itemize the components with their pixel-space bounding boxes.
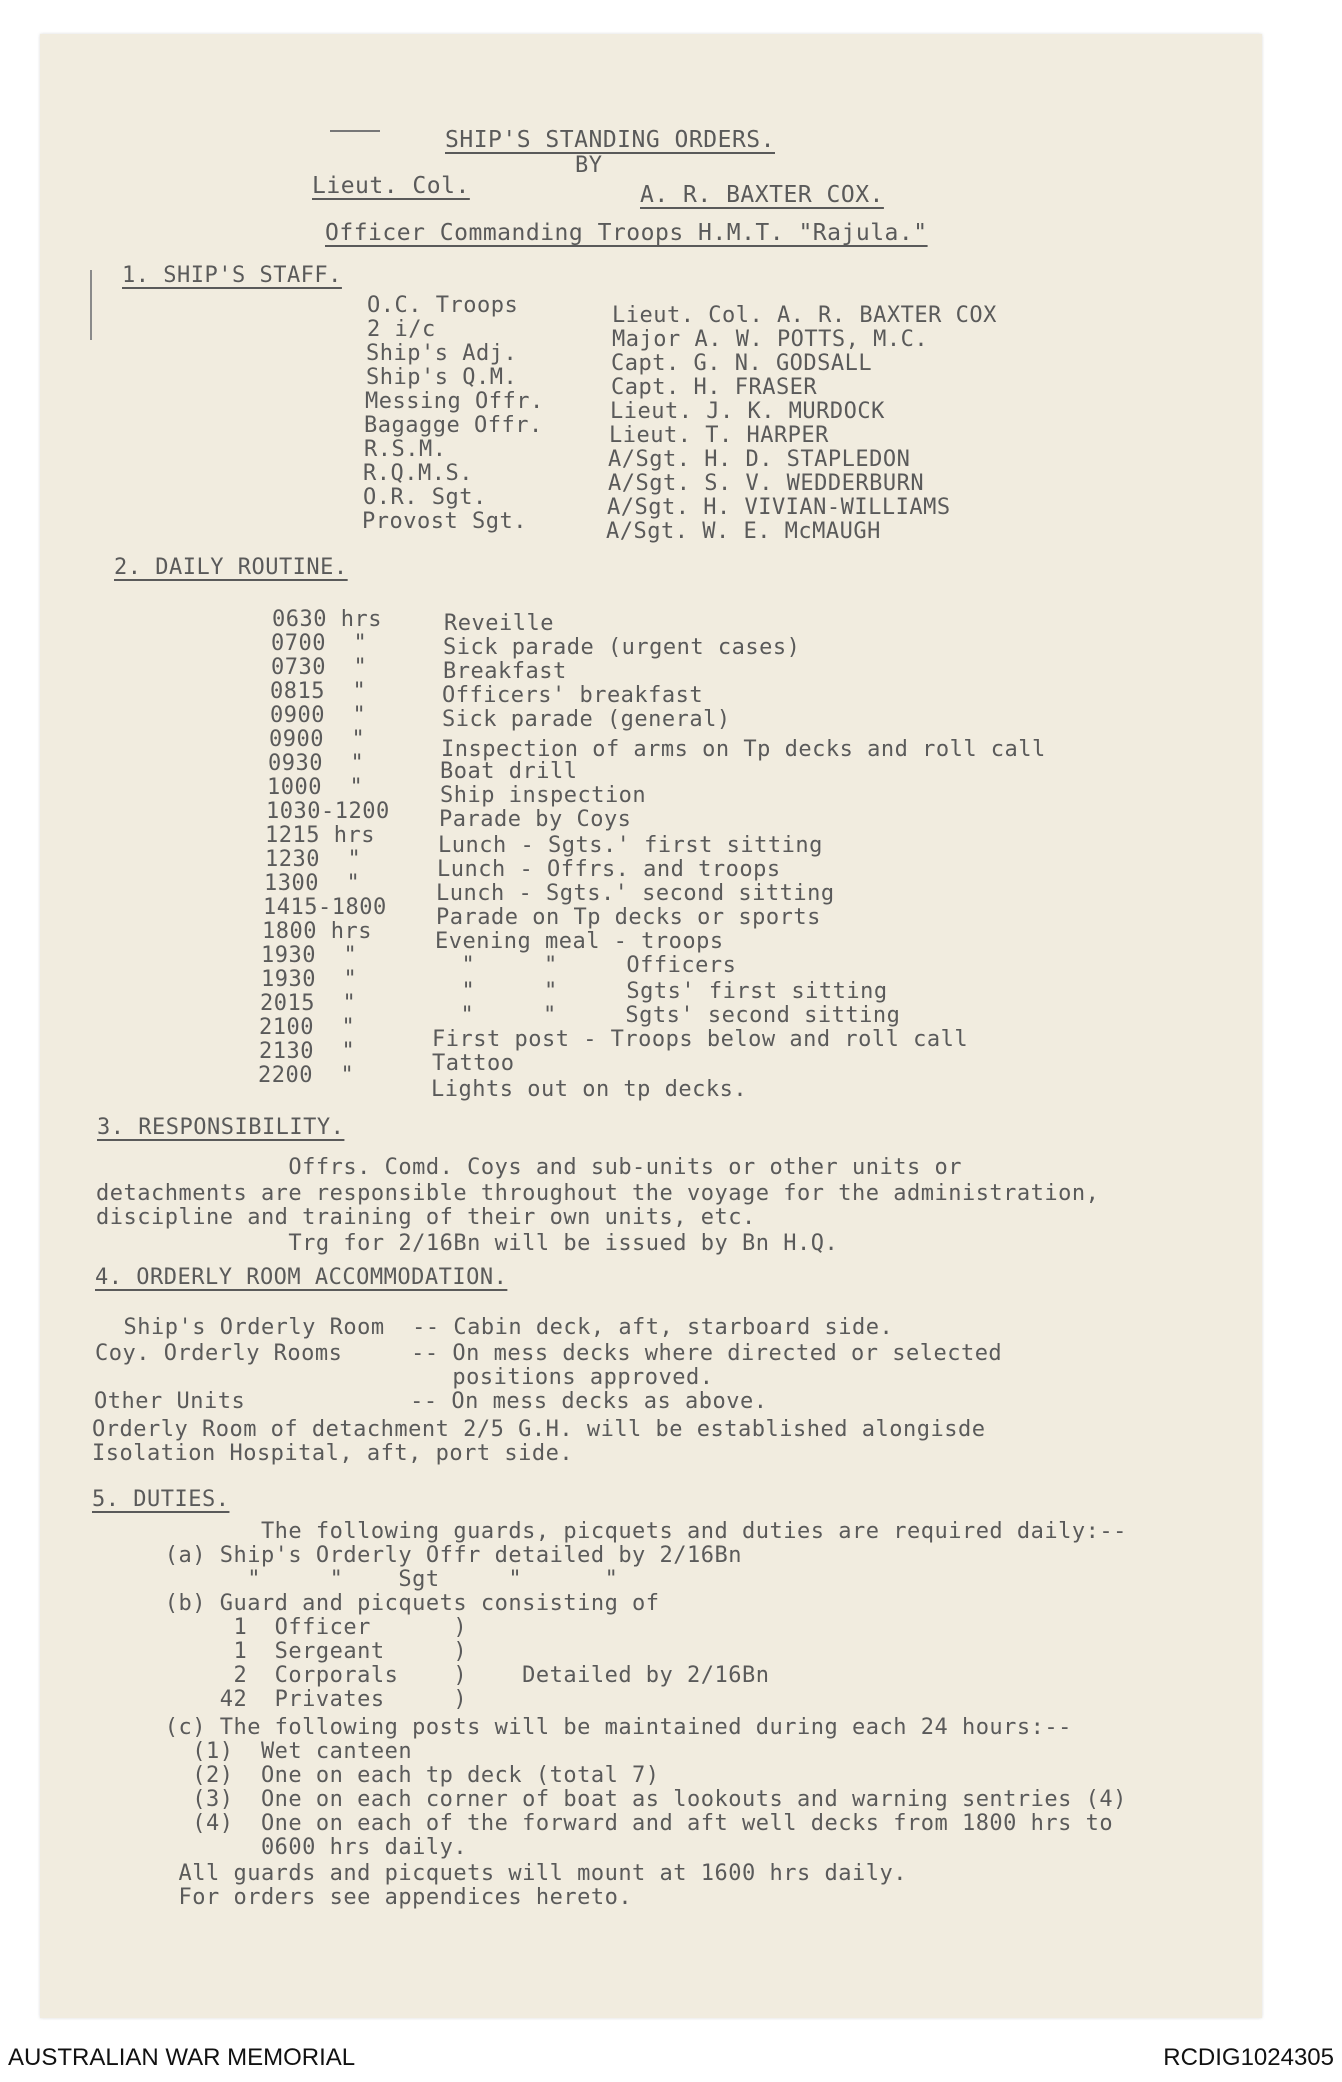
author-rank: Lieut. Col.	[312, 173, 470, 199]
text-line: positions approved.	[95, 1365, 714, 1390]
routine-time: 2015 "	[260, 991, 357, 1016]
text-line: Coy. Orderly Rooms -- On mess decks where directed or selected	[95, 1341, 1003, 1366]
routine-time: 0900 "	[270, 703, 367, 728]
text-line: (1) Wet canteen	[96, 1739, 413, 1764]
text-line: 1 Sergeant )	[96, 1639, 468, 1664]
staff-role: Provost Sgt.	[362, 509, 527, 534]
text-line: For orders see appendices hereto.	[96, 1885, 633, 1910]
routine-event: Reveille	[444, 611, 554, 636]
routine-event: " " Officers	[434, 953, 737, 978]
staff-name: A/Sgt. S. V. WEDDERBURN	[608, 471, 925, 496]
text-line: Other Units -- On mess decks as above.	[94, 1389, 768, 1414]
routine-time: 0730 "	[271, 655, 368, 680]
text-line: Ship's Orderly Room -- Cabin deck, aft, starboard side.	[96, 1315, 894, 1340]
routine-time: 0900 "	[269, 727, 366, 752]
routine-event: Boat drill	[440, 759, 578, 784]
routine-time: 2200 "	[258, 1063, 355, 1088]
routine-time: 1415-1800	[263, 895, 387, 920]
staff-role: O.C. Troops	[367, 293, 519, 318]
document-title: SHIP'S STANDING ORDERS.	[445, 127, 775, 153]
staff-role: Messing Offr.	[365, 389, 544, 414]
routine-event: Inspection of arms on Tp decks and roll call	[441, 737, 1046, 762]
routine-event: Sick parade (urgent cases)	[443, 635, 801, 660]
text-line: Orderly Room of detachment 2/5 G.H. will be established alongisde	[92, 1417, 986, 1442]
text-line: " " Sgt " "	[96, 1567, 619, 1592]
archive-reference: RCDIG1024305	[1163, 2044, 1334, 2071]
routine-event: Officers' breakfast	[442, 683, 704, 708]
staff-name: Lieut. Col. A. R. BAXTER COX	[612, 303, 997, 328]
text-line: All guards and picquets will mount at 1600 hrs daily.	[96, 1861, 907, 1886]
routine-event: " " Sgts' second sitting	[433, 1003, 901, 1028]
routine-event: Lunch - Sgts.' first sitting	[438, 833, 823, 858]
staff-role: R.S.M.	[364, 437, 447, 462]
staff-name: Lieut. T. HARPER	[609, 423, 829, 448]
routine-time: 1000 "	[267, 775, 364, 800]
routine-time: 1300 "	[264, 871, 361, 896]
staff-role: R.Q.M.S.	[363, 461, 473, 486]
author-appointment: Officer Commanding Troops H.M.T. "Rajula."	[325, 220, 928, 246]
routine-time: 1030-1200	[266, 799, 390, 824]
margin-mark	[90, 270, 92, 340]
text-line: 2 Corporals ) Detailed by 2/16Bn	[96, 1663, 770, 1688]
staff-name: A/Sgt. W. E. McMAUGH	[606, 519, 881, 544]
archive-credit: AUSTRALIAN WAR MEMORIAL	[8, 2044, 356, 2071]
routine-event: Lights out on tp decks.	[431, 1077, 748, 1102]
staff-name: Lieut. J. K. MURDOCK	[610, 399, 885, 424]
text-line: (4) One on each of the forward and aft well decks from 1800 hrs to	[96, 1811, 1114, 1836]
routine-time: 0700 "	[271, 631, 368, 656]
text-line: (3) One on each corner of boat as lookouts and warning sentries (4)	[96, 1787, 1127, 1812]
text-line: (a) Ship's Orderly Offr detailed by 2/16Bn	[96, 1543, 743, 1568]
text-line: discipline and training of their own units, etc.	[96, 1205, 756, 1230]
section-heading-daily-routine: 2. DAILY ROUTINE.	[114, 555, 348, 580]
routine-event: Breakfast	[443, 659, 567, 684]
routine-event: Lunch - Sgts.' second sitting	[436, 881, 835, 906]
text-line: 42 Privates )	[96, 1687, 468, 1712]
routine-event: Parade by Coys	[439, 807, 632, 832]
text-line: 1 Officer )	[96, 1615, 468, 1640]
text-line: 0600 hrs daily.	[96, 1835, 468, 1860]
text-line: (c) The following posts will be maintained during each 24 hours:--	[96, 1715, 1072, 1740]
routine-event: First post - Troops below and roll call	[432, 1027, 969, 1052]
staff-role: Ship's Q.M.	[366, 365, 518, 390]
text-line: The following guards, picquets and duties are required daily:--	[96, 1519, 1127, 1544]
text-line: Offrs. Comd. Coys and sub-units or other units or	[96, 1155, 962, 1180]
text-line: Isolation Hospital, aft, port side.	[92, 1441, 574, 1466]
routine-time: 2100 "	[259, 1015, 356, 1040]
routine-time: 1230 "	[265, 847, 362, 872]
text-line: (2) One on each tp deck (total 7)	[96, 1763, 660, 1788]
routine-time: 1215 hrs	[265, 823, 375, 848]
routine-event: Evening meal - troops	[435, 929, 724, 954]
routine-event: Ship inspection	[440, 783, 647, 808]
staff-name: Major A. W. POTTS, M.C.	[612, 327, 929, 352]
routine-time: 0930 "	[268, 751, 365, 776]
routine-event: Sick parade (general)	[442, 707, 731, 732]
pen-mark	[330, 130, 380, 132]
staff-name: Capt. H. FRASER	[611, 375, 818, 400]
text-line: (b) Guard and picquets consisting of	[96, 1591, 660, 1616]
staff-name: Capt. G. N. GODSALL	[611, 351, 873, 376]
routine-time: 1930 "	[261, 967, 358, 992]
staff-name: A/Sgt. H. D. STAPLEDON	[608, 447, 911, 472]
staff-role: Bagagge Offr.	[364, 413, 543, 438]
routine-time: 1800 hrs	[262, 919, 372, 944]
routine-time: 0630 hrs	[272, 607, 382, 632]
staff-name: A/Sgt. H. VIVIAN-WILLIAMS	[607, 495, 951, 520]
staff-role: 2 i/c	[367, 317, 436, 342]
routine-time: 1930 "	[261, 943, 358, 968]
author-name: A. R. BAXTER COX.	[640, 182, 884, 208]
text-line: detachments are responsible throughout the voyage for the administration,	[96, 1181, 1100, 1206]
routine-event: Parade on Tp decks or sports	[436, 905, 821, 930]
routine-time: 2130 "	[259, 1039, 356, 1064]
by-line: BY	[575, 153, 603, 178]
routine-time: 0815 "	[270, 679, 367, 704]
routine-event: Lunch - Offrs. and troops	[437, 857, 781, 882]
section-heading-ships-staff: 1. SHIP'S STAFF.	[122, 263, 342, 288]
section-heading-orderly-room: 4. ORDERLY ROOM ACCOMMODATION.	[95, 1265, 508, 1290]
staff-role: O.R. Sgt.	[363, 485, 487, 510]
routine-event: Tattoo	[432, 1051, 515, 1076]
text-line: Trg for 2/16Bn will be issued by Bn H.Q.	[96, 1231, 839, 1256]
routine-event: " " Sgts' first sitting	[434, 979, 888, 1004]
section-heading-duties: 5. DUTIES.	[92, 1487, 230, 1512]
section-heading-responsibility: 3. RESPONSIBILITY.	[97, 1115, 345, 1140]
staff-role: Ship's Adj.	[366, 341, 518, 366]
